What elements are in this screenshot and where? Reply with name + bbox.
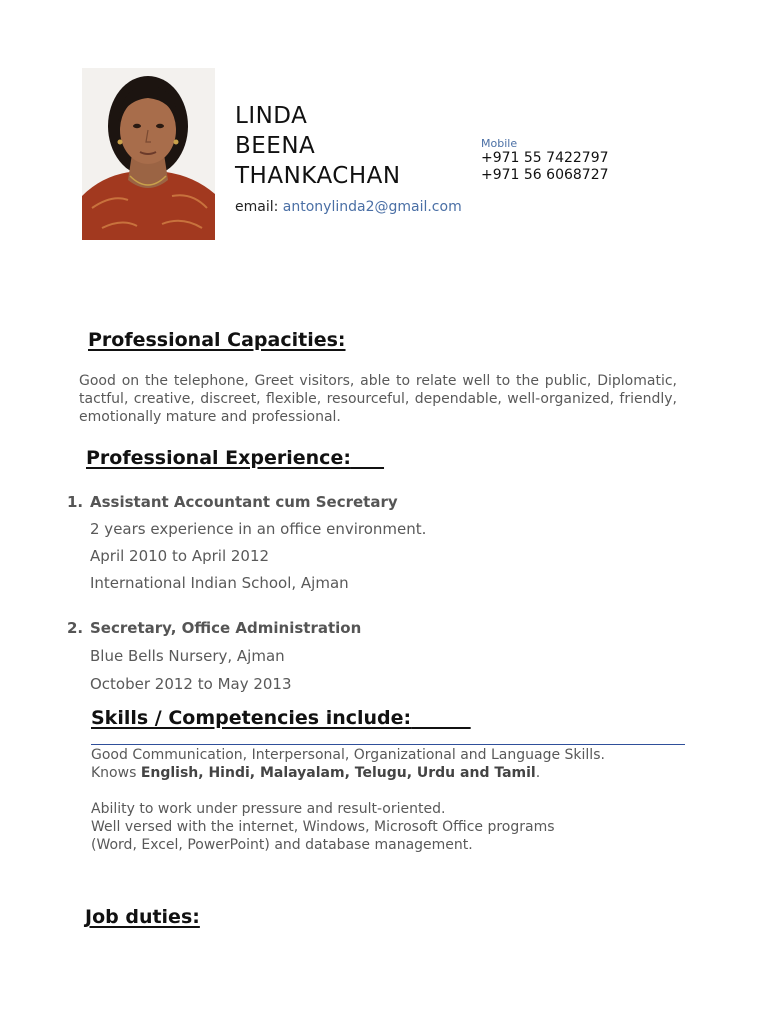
email-label: email: — [235, 199, 283, 215]
skills-line: Ability to work under pressure and result-oriented. — [91, 801, 446, 817]
experience-item-detail: Blue Bells Nursery, Ajman — [90, 647, 285, 665]
name-line-middle: BEENA — [235, 133, 316, 159]
skills-heading: Skills / Competencies include: — [91, 707, 412, 729]
phone-number-1: +971 55 7422797 — [481, 150, 609, 166]
languages-list: English, Hindi, Malayalam, Telugu, Urdu and Tamil — [140, 765, 536, 781]
skills-line: Well versed with the internet, Windows, Microsoft Office programs — [91, 819, 555, 835]
experience-item-detail: April 2010 to April 2012 — [90, 547, 270, 565]
profile-photo — [82, 68, 215, 240]
experience-item-number: 2. — [67, 619, 84, 637]
duties-heading: Job duties: — [85, 906, 200, 928]
skills-line: (Word, Excel, PowerPoint) and database management. — [91, 837, 473, 853]
name-line-last: THANKACHAN — [235, 163, 401, 189]
phone-number-2: +971 56 6068727 — [481, 167, 609, 183]
skills-divider — [91, 744, 685, 745]
experience-item-title: Secretary, Office Administration — [90, 619, 362, 637]
skills-line: Good Communication, Interpersonal, Organizational and Language Skills. — [91, 747, 605, 763]
email-link[interactable]: antonylinda2@gmail.com — [282, 199, 462, 215]
name-line-first: LINDA — [235, 103, 308, 129]
experience-heading: Professional Experience: — [86, 447, 351, 469]
experience-item-number: 1. — [67, 493, 84, 511]
experience-item-detail: 2 years experience in an office environment. — [90, 520, 427, 538]
experience-item-title: Assistant Accountant cum Secretary — [90, 493, 398, 511]
capacities-heading: Professional Capacities: — [88, 329, 346, 351]
skills-languages-line: Knows English, Hindi, Malayalam, Telugu, Urdu and Tamil. — [91, 765, 541, 781]
experience-item-detail: October 2012 to May 2013 — [90, 675, 292, 693]
experience-item-detail: International Indian School, Ajman — [90, 574, 349, 592]
capacities-text: Good on the telephone, Greet visitors, able to relate well to the public, Diplomatic, tactful, creative, discreet, flexible, resourceful, dependable, well-organized, friendly, emotionally mature and professional. — [79, 373, 677, 425]
mobile-label: Mobile — [481, 137, 518, 150]
email-row — [235, 199, 462, 215]
